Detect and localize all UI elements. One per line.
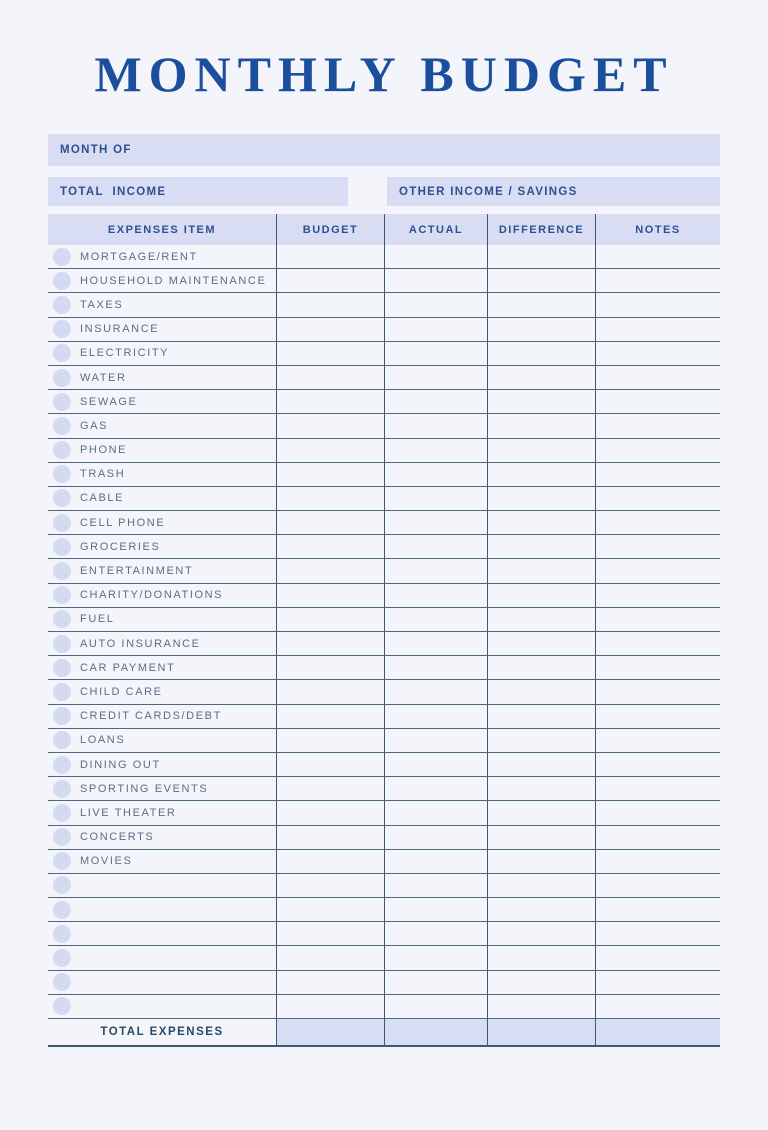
- expense-item-cell: [48, 946, 276, 969]
- table-row: [48, 680, 720, 704]
- expense-item-cell: [48, 801, 276, 824]
- actual-cell[interactable]: [384, 293, 487, 316]
- notes-cell[interactable]: [595, 511, 720, 534]
- bullet-circle-icon: [53, 659, 71, 677]
- header-difference: DIFFERENCE: [487, 214, 595, 245]
- expense-label: HOUSEHOLD MAINTENANCE: [80, 274, 267, 287]
- total-expenses-label: TOTAL EXPENSES: [100, 1026, 224, 1038]
- expense-label: DINING OUT: [80, 758, 161, 771]
- expense-item-cell: [48, 705, 276, 728]
- table-row: [48, 318, 720, 342]
- bullet-circle-icon: [53, 635, 71, 653]
- expense-item-cell: [48, 898, 276, 921]
- expense-label: MOVIES: [80, 855, 133, 868]
- expense-item-cell: [48, 463, 276, 486]
- actual-cell[interactable]: [384, 753, 487, 776]
- bullet-circle-icon: [53, 441, 71, 459]
- total-budget-cell[interactable]: [276, 1019, 384, 1045]
- difference-cell[interactable]: [487, 584, 595, 607]
- bullet-circle-icon: [53, 756, 71, 774]
- table-row: [48, 850, 720, 874]
- table-row: [48, 753, 720, 777]
- actual-cell[interactable]: [384, 559, 487, 582]
- expense-item-cell: [48, 753, 276, 776]
- bullet-circle-icon: [53, 828, 71, 846]
- difference-cell[interactable]: [487, 390, 595, 413]
- notes-cell[interactable]: [595, 463, 720, 486]
- table-row: [48, 487, 720, 511]
- actual-cell[interactable]: [384, 898, 487, 921]
- expense-item-cell: [48, 293, 276, 316]
- budget-cell[interactable]: [276, 608, 384, 631]
- bullet-circle-icon: [53, 465, 71, 483]
- expense-item-cell: [48, 584, 276, 607]
- difference-cell[interactable]: [487, 971, 595, 994]
- expense-item-cell: [48, 971, 276, 994]
- budget-cell[interactable]: [276, 705, 384, 728]
- expense-label: CONCERTS: [80, 831, 155, 844]
- difference-cell[interactable]: [487, 874, 595, 897]
- expense-item-cell: [48, 729, 276, 752]
- total-expenses-label-cell: [48, 1019, 276, 1045]
- expense-item-cell: [48, 559, 276, 582]
- notes-cell[interactable]: [595, 535, 720, 558]
- bullet-circle-icon: [53, 731, 71, 749]
- bullet-circle-icon: [53, 949, 71, 967]
- expense-label: SEWAGE: [80, 395, 138, 408]
- difference-cell[interactable]: [487, 414, 595, 437]
- notes-cell[interactable]: [595, 826, 720, 849]
- expense-label: GROCERIES: [80, 540, 161, 553]
- notes-cell[interactable]: [595, 656, 720, 679]
- expense-item-cell: [48, 487, 276, 510]
- budget-cell[interactable]: [276, 293, 384, 316]
- notes-cell[interactable]: [595, 269, 720, 292]
- actual-cell[interactable]: [384, 801, 487, 824]
- budget-cell[interactable]: [276, 898, 384, 921]
- actual-cell[interactable]: [384, 922, 487, 945]
- notes-cell[interactable]: [595, 850, 720, 873]
- table-row: [48, 245, 720, 269]
- bullet-circle-icon: [53, 393, 71, 411]
- table-row: [48, 826, 720, 850]
- budget-cell[interactable]: [276, 269, 384, 292]
- expense-item-cell: [48, 922, 276, 945]
- actual-cell[interactable]: [384, 584, 487, 607]
- difference-cell[interactable]: [487, 293, 595, 316]
- table-row: [48, 608, 720, 632]
- expense-label: INSURANCE: [80, 323, 160, 336]
- notes-cell[interactable]: [595, 705, 720, 728]
- notes-cell[interactable]: [595, 559, 720, 582]
- difference-cell[interactable]: [487, 922, 595, 945]
- budget-cell[interactable]: [276, 245, 384, 268]
- other-income-label: OTHER INCOME / SAVINGS: [399, 185, 578, 198]
- expense-item-cell: [48, 826, 276, 849]
- actual-cell[interactable]: [384, 608, 487, 631]
- header-actual: ACTUAL: [384, 214, 487, 245]
- bullet-circle-icon: [53, 248, 71, 266]
- expense-label: TAXES: [80, 298, 124, 311]
- budget-cell[interactable]: [276, 318, 384, 341]
- difference-cell[interactable]: [487, 535, 595, 558]
- expense-label: CHILD CARE: [80, 685, 163, 698]
- notes-cell[interactable]: [595, 971, 720, 994]
- notes-cell[interactable]: [595, 342, 720, 365]
- difference-cell[interactable]: [487, 342, 595, 365]
- other-income-input[interactable]: [578, 177, 720, 206]
- notes-cell[interactable]: [595, 898, 720, 921]
- actual-cell[interactable]: [384, 463, 487, 486]
- budget-cell[interactable]: [276, 995, 384, 1018]
- month-of-label: MONTH OF: [60, 144, 132, 156]
- actual-cell[interactable]: [384, 511, 487, 534]
- total-expenses-row: [48, 1019, 720, 1047]
- table-row: [48, 511, 720, 535]
- other-income-field: [387, 177, 720, 206]
- actual-cell[interactable]: [384, 850, 487, 873]
- difference-cell[interactable]: [487, 705, 595, 728]
- expense-item-cell: [48, 680, 276, 703]
- bullet-circle-icon: [53, 901, 71, 919]
- expense-label: GAS: [80, 419, 109, 432]
- actual-cell[interactable]: [384, 269, 487, 292]
- expense-item-cell: [48, 269, 276, 292]
- expense-item-cell: [48, 995, 276, 1018]
- actual-cell[interactable]: [384, 946, 487, 969]
- budget-cell[interactable]: [276, 342, 384, 365]
- notes-cell[interactable]: [595, 318, 720, 341]
- expense-label: LOANS: [80, 734, 126, 747]
- difference-cell[interactable]: [487, 269, 595, 292]
- table-row: [48, 729, 720, 753]
- table-row: [48, 342, 720, 366]
- notes-cell[interactable]: [595, 922, 720, 945]
- expense-label: PHONE: [80, 444, 128, 457]
- budget-cell[interactable]: [276, 946, 384, 969]
- total-income-field: [48, 177, 348, 206]
- difference-cell[interactable]: [487, 487, 595, 510]
- income-row: [48, 177, 720, 206]
- table-row: [48, 535, 720, 559]
- notes-cell[interactable]: [595, 608, 720, 631]
- expense-item-cell: [48, 632, 276, 655]
- actual-cell[interactable]: [384, 487, 487, 510]
- header-budget: BUDGET: [276, 214, 384, 245]
- difference-cell[interactable]: [487, 826, 595, 849]
- page-title: MONTHLY BUDGET: [94, 46, 674, 102]
- expense-label: SPORTING EVENTS: [80, 782, 209, 795]
- bullet-circle-icon: [53, 707, 71, 725]
- expense-label: CHARITY/DONATIONS: [80, 589, 224, 602]
- budget-cell[interactable]: [276, 874, 384, 897]
- budget-cell[interactable]: [276, 366, 384, 389]
- actual-cell[interactable]: [384, 826, 487, 849]
- bullet-circle-icon: [53, 417, 71, 435]
- bullet-circle-icon: [53, 973, 71, 991]
- table-row: [48, 874, 720, 898]
- difference-cell[interactable]: [487, 898, 595, 921]
- actual-cell[interactable]: [384, 318, 487, 341]
- month-of-input[interactable]: [132, 134, 720, 166]
- budget-cell[interactable]: [276, 826, 384, 849]
- expense-label: FUEL: [80, 613, 115, 626]
- actual-cell[interactable]: [384, 245, 487, 268]
- budget-cell[interactable]: [276, 439, 384, 462]
- difference-cell[interactable]: [487, 366, 595, 389]
- difference-cell[interactable]: [487, 318, 595, 341]
- expense-item-cell: [48, 777, 276, 800]
- notes-cell[interactable]: [595, 946, 720, 969]
- expense-item-cell: [48, 874, 276, 897]
- expense-label: WATER: [80, 371, 127, 384]
- budget-cell[interactable]: [276, 753, 384, 776]
- header-notes: NOTES: [595, 214, 720, 245]
- bullet-circle-icon: [53, 514, 71, 532]
- expenses-table: [48, 214, 720, 1047]
- table-row: [48, 559, 720, 583]
- bullet-circle-icon: [53, 320, 71, 338]
- actual-cell[interactable]: [384, 535, 487, 558]
- actual-cell[interactable]: [384, 390, 487, 413]
- notes-cell[interactable]: [595, 680, 720, 703]
- budget-cell[interactable]: [276, 801, 384, 824]
- difference-cell[interactable]: [487, 559, 595, 582]
- notes-cell[interactable]: [595, 632, 720, 655]
- actual-cell[interactable]: [384, 342, 487, 365]
- notes-cell[interactable]: [595, 801, 720, 824]
- difference-cell[interactable]: [487, 801, 595, 824]
- month-of-field: [48, 134, 720, 166]
- table-row: [48, 293, 720, 317]
- bullet-circle-icon: [53, 876, 71, 894]
- table-row: [48, 898, 720, 922]
- difference-cell[interactable]: [487, 850, 595, 873]
- total-income-input[interactable]: [166, 177, 348, 206]
- total-income-label: TOTAL INCOME: [60, 185, 167, 198]
- budget-cell[interactable]: [276, 559, 384, 582]
- actual-cell[interactable]: [384, 439, 487, 462]
- notes-cell[interactable]: [595, 366, 720, 389]
- table-row: [48, 463, 720, 487]
- difference-cell[interactable]: [487, 245, 595, 268]
- table-row: [48, 584, 720, 608]
- budget-cell[interactable]: [276, 511, 384, 534]
- expense-item-cell: [48, 390, 276, 413]
- table-row: [48, 922, 720, 946]
- difference-cell[interactable]: [487, 995, 595, 1018]
- table-row: [48, 995, 720, 1019]
- bullet-circle-icon: [53, 538, 71, 556]
- expense-item-cell: [48, 318, 276, 341]
- budget-cell[interactable]: [276, 922, 384, 945]
- budget-cell[interactable]: [276, 390, 384, 413]
- budget-cell[interactable]: [276, 680, 384, 703]
- notes-cell[interactable]: [595, 729, 720, 752]
- actual-cell[interactable]: [384, 414, 487, 437]
- expense-label: ELECTRICITY: [80, 347, 170, 360]
- bullet-circle-icon: [53, 852, 71, 870]
- actual-cell[interactable]: [384, 874, 487, 897]
- expense-label: ENTERTAINMENT: [80, 565, 194, 578]
- actual-cell[interactable]: [384, 366, 487, 389]
- notes-cell[interactable]: [595, 995, 720, 1018]
- table-row: [48, 366, 720, 390]
- bullet-circle-icon: [53, 562, 71, 580]
- actual-cell[interactable]: [384, 971, 487, 994]
- bullet-circle-icon: [53, 780, 71, 798]
- expense-item-cell: [48, 608, 276, 631]
- bullet-circle-icon: [53, 804, 71, 822]
- expense-item-cell: [48, 414, 276, 437]
- difference-cell[interactable]: [487, 656, 595, 679]
- expense-label: AUTO INSURANCE: [80, 637, 201, 650]
- budget-cell[interactable]: [276, 632, 384, 655]
- table-row: [48, 801, 720, 825]
- expense-item-cell: [48, 656, 276, 679]
- budget-cell[interactable]: [276, 414, 384, 437]
- actual-cell[interactable]: [384, 995, 487, 1018]
- difference-cell[interactable]: [487, 439, 595, 462]
- budget-cell[interactable]: [276, 729, 384, 752]
- budget-cell[interactable]: [276, 850, 384, 873]
- total-notes-cell[interactable]: [595, 1019, 720, 1045]
- expense-item-cell: [48, 535, 276, 558]
- table-header-row: [48, 214, 720, 245]
- budget-cell[interactable]: [276, 584, 384, 607]
- notes-cell[interactable]: [595, 245, 720, 268]
- budget-cell[interactable]: [276, 656, 384, 679]
- expense-item-cell: [48, 245, 276, 268]
- notes-cell[interactable]: [595, 390, 720, 413]
- bullet-circle-icon: [53, 925, 71, 943]
- actual-cell[interactable]: [384, 680, 487, 703]
- table-row: [48, 439, 720, 463]
- expense-label: CELL PHONE: [80, 516, 166, 529]
- budget-cell[interactable]: [276, 535, 384, 558]
- budget-cell[interactable]: [276, 463, 384, 486]
- difference-cell[interactable]: [487, 729, 595, 752]
- expense-item-cell: [48, 511, 276, 534]
- notes-cell[interactable]: [595, 584, 720, 607]
- bullet-circle-icon: [53, 586, 71, 604]
- actual-cell[interactable]: [384, 632, 487, 655]
- table-row: [48, 971, 720, 995]
- table-row: [48, 269, 720, 293]
- difference-cell[interactable]: [487, 753, 595, 776]
- expense-label: CREDIT CARDS/DEBT: [80, 710, 222, 723]
- expense-label: LIVE THEATER: [80, 806, 177, 819]
- expense-item-cell: [48, 850, 276, 873]
- difference-cell[interactable]: [487, 777, 595, 800]
- table-row: [48, 414, 720, 438]
- budget-cell[interactable]: [276, 971, 384, 994]
- table-row: [48, 632, 720, 656]
- total-difference-cell[interactable]: [487, 1019, 595, 1045]
- expense-item-cell: [48, 439, 276, 462]
- actual-cell[interactable]: [384, 656, 487, 679]
- expense-label: CAR PAYMENT: [80, 661, 176, 674]
- notes-cell[interactable]: [595, 293, 720, 316]
- bullet-circle-icon: [53, 272, 71, 290]
- difference-cell[interactable]: [487, 608, 595, 631]
- budget-page: [0, 44, 768, 1047]
- bullet-circle-icon: [53, 344, 71, 362]
- bullet-circle-icon: [53, 296, 71, 314]
- table-row: [48, 390, 720, 414]
- bullet-circle-icon: [53, 610, 71, 628]
- actual-cell[interactable]: [384, 777, 487, 800]
- header-expenses-item: EXPENSES ITEM: [107, 223, 217, 236]
- table-body: [48, 245, 720, 1019]
- table-row: [48, 946, 720, 970]
- expense-label: TRASH: [80, 468, 126, 481]
- expense-item-cell: [48, 366, 276, 389]
- actual-cell[interactable]: [384, 705, 487, 728]
- notes-cell[interactable]: [595, 487, 720, 510]
- budget-cell[interactable]: [276, 487, 384, 510]
- table-row: [48, 656, 720, 680]
- difference-cell[interactable]: [487, 946, 595, 969]
- bullet-circle-icon: [53, 489, 71, 507]
- expense-label: MORTGAGE/RENT: [80, 250, 198, 263]
- actual-cell[interactable]: [384, 729, 487, 752]
- total-actual-cell[interactable]: [384, 1019, 487, 1045]
- table-row: [48, 777, 720, 801]
- budget-cell[interactable]: [276, 777, 384, 800]
- bullet-circle-icon: [53, 997, 71, 1015]
- notes-cell[interactable]: [595, 439, 720, 462]
- table-row: [48, 705, 720, 729]
- notes-cell[interactable]: [595, 874, 720, 897]
- difference-cell[interactable]: [487, 632, 595, 655]
- difference-cell[interactable]: [487, 511, 595, 534]
- notes-cell[interactable]: [595, 753, 720, 776]
- difference-cell[interactable]: [487, 680, 595, 703]
- difference-cell[interactable]: [487, 463, 595, 486]
- bullet-circle-icon: [53, 369, 71, 387]
- bullet-circle-icon: [53, 683, 71, 701]
- notes-cell[interactable]: [595, 414, 720, 437]
- expense-item-cell: [48, 342, 276, 365]
- notes-cell[interactable]: [595, 777, 720, 800]
- expense-label: CABLE: [80, 492, 125, 505]
